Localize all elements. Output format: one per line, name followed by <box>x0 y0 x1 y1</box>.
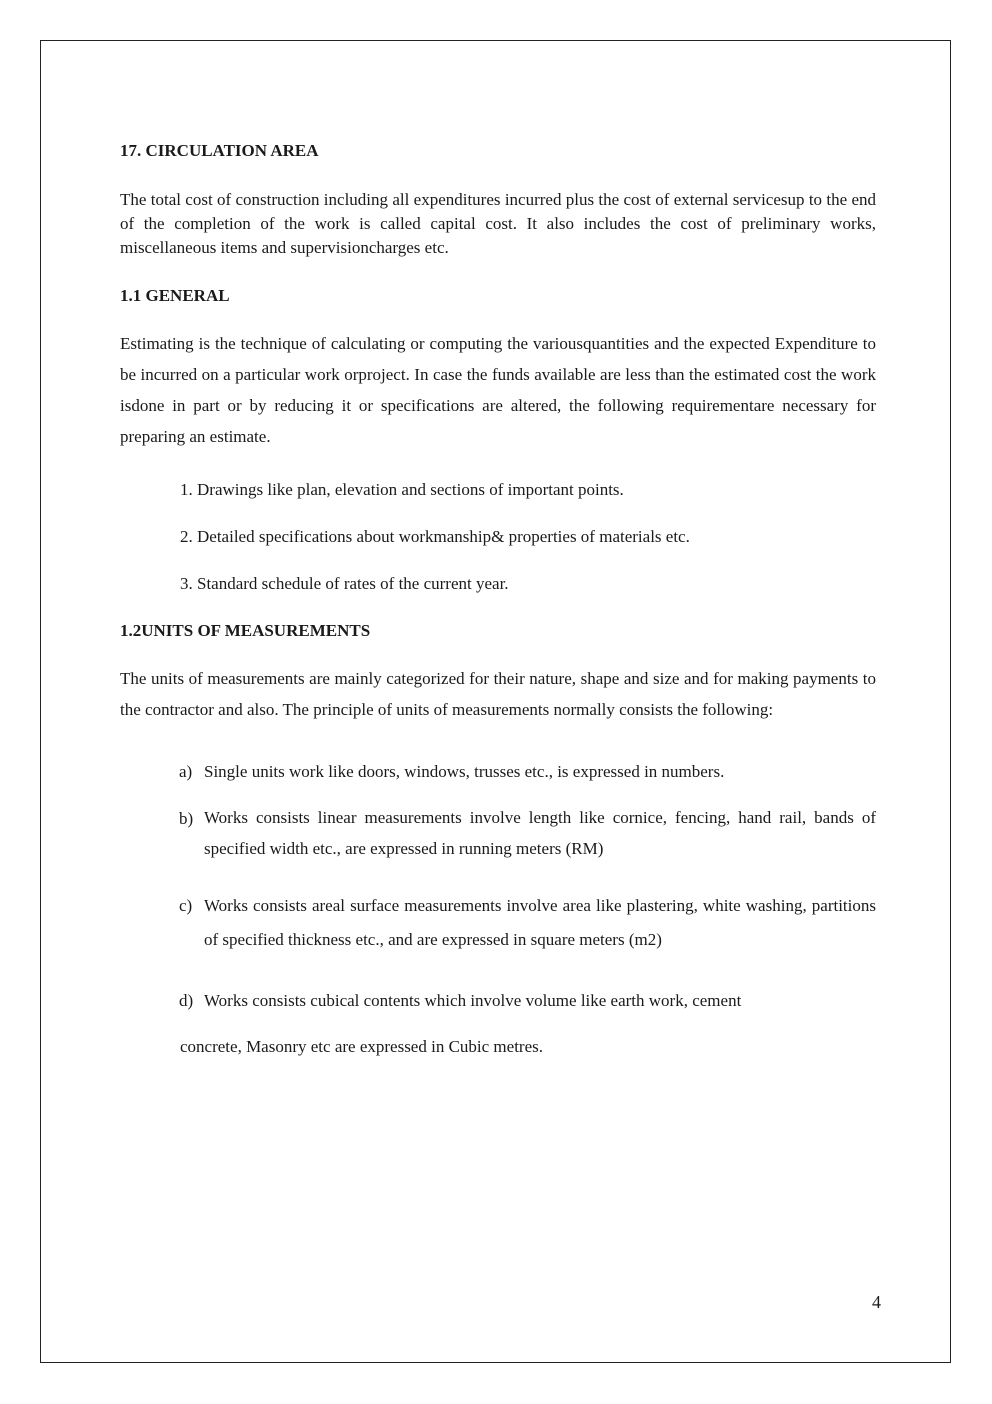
section-heading-general: 1.1 GENERAL <box>120 286 230 305</box>
list-item-marker: a) <box>179 762 193 781</box>
list-item-marker: d) <box>179 991 194 1010</box>
list-item: 2. Detailed specifications about workmanship& properties of materials etc. <box>180 527 690 546</box>
list-item: 1. Drawings like plan, elevation and sections of important points. <box>180 480 624 499</box>
page-number: 4 <box>872 1292 881 1312</box>
list-item: Works consists areal surface measurements involve area like plastering, white washing, partitions of specified thickness etc., and are expressed in square meters (m2) <box>204 896 876 949</box>
list-item: Single units work like doors, windows, trusses etc., is expressed in numbers. <box>204 762 725 781</box>
section-heading-circulation: 17. CIRCULATION AREA <box>120 141 319 160</box>
units-paragraph: The units of measurements are mainly categorized for their nature, shape and size and for making payments to the contractor and also. The principle of units of measurements normally consists the following: <box>120 669 876 719</box>
circulation-paragraph: The total cost of construction including all expenditures incurred plus the cost of external servicesup to the end of the completion of the work is called capital cost. It also includes the cost of preliminary works, miscellaneous items and supervisioncharges etc. <box>120 190 876 257</box>
list-item-marker: b) <box>179 809 194 828</box>
list-item: Works consists linear measurements involve length like cornice, fencing, hand rail, bands of specified width etc., are expressed in running meters (RM) <box>204 808 876 858</box>
list-item-continuation: concrete, Masonry etc are expressed in Cubic metres. <box>180 1037 543 1056</box>
list-item-marker: c) <box>179 896 193 915</box>
list-item: Works consists cubical contents which involve volume like earth work, cement <box>204 991 742 1010</box>
list-item: 3. Standard schedule of rates of the current year. <box>180 574 509 593</box>
section-heading-units: 1.2UNITS OF MEASUREMENTS <box>120 621 371 640</box>
general-paragraph: Estimating is the technique of calculating or computing the variousquantities and the expected Expenditure to be incurred on a particular work orproject. In case the funds available are less than the estimated cost the work isdone in part or by reducing it or specifications are altered, the following requirementare necessary for preparing an estimate. <box>120 334 876 446</box>
